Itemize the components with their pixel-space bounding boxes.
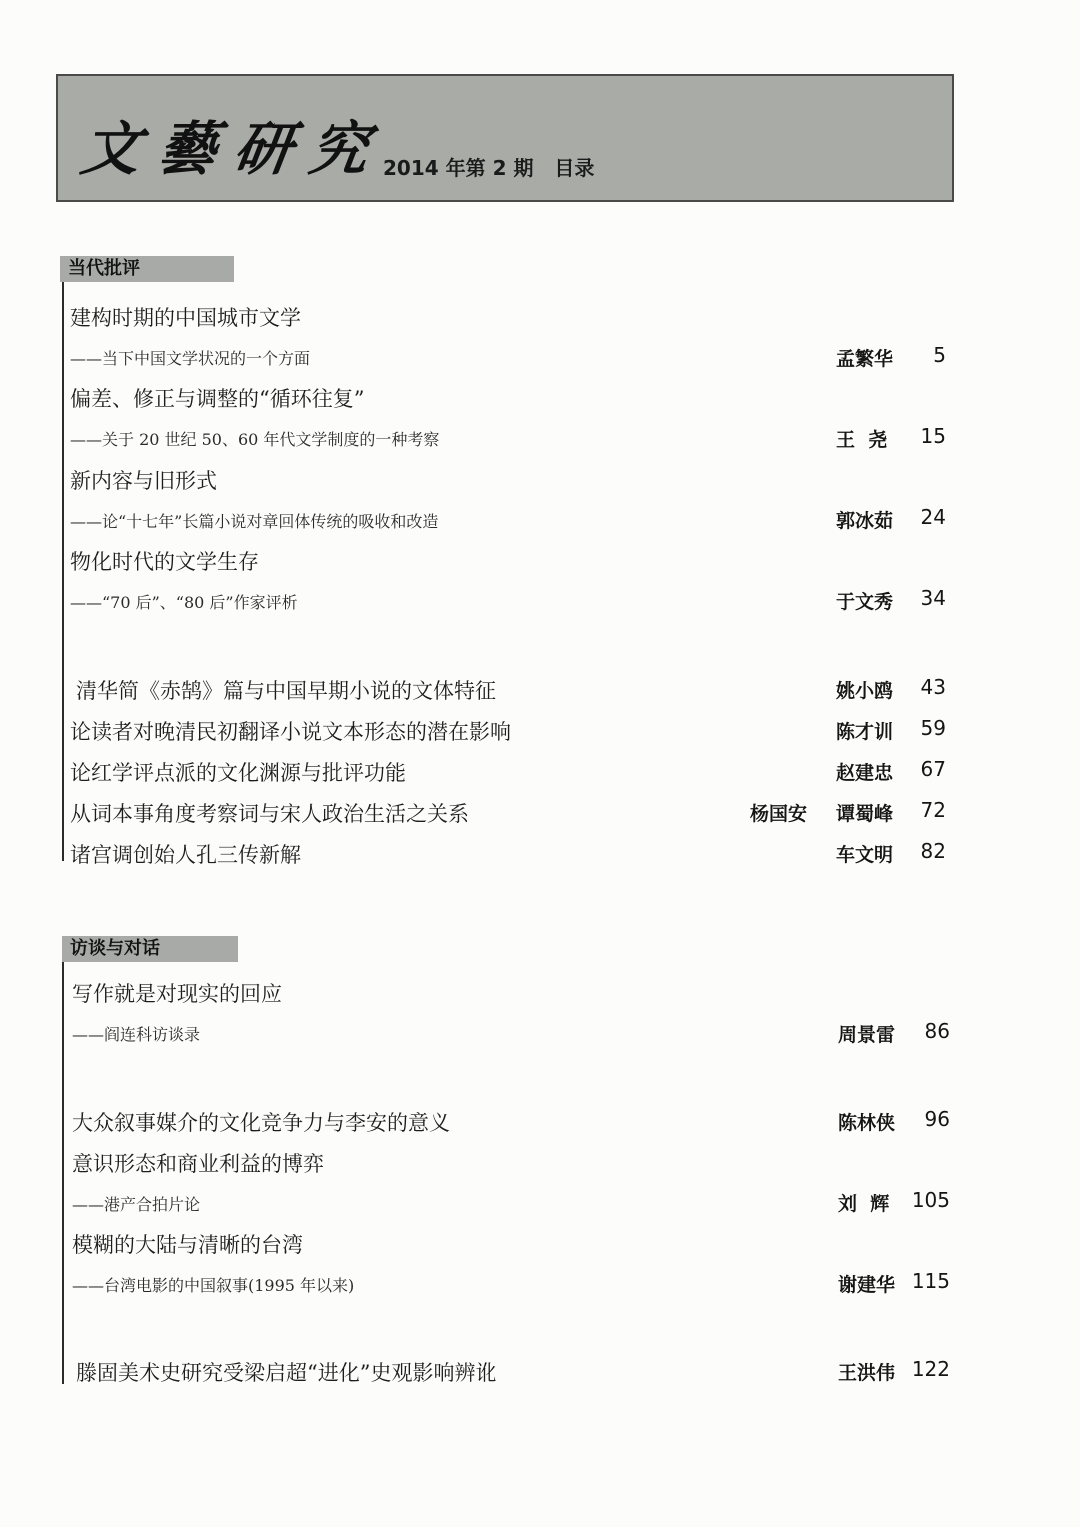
article-title: 滕固美术史研究受梁启超“进化”史观影响辨讹 (76, 1361, 497, 1385)
section-label-contemporary-criticism: 当代批评 (60, 256, 234, 282)
article-title: 清华简《赤鹄》篇与中国早期小说的文体特征 (76, 679, 496, 703)
journal-header (56, 74, 954, 202)
page-number: 72 (920, 798, 946, 822)
article-title: 论红学评点派的文化渊源与批评功能 (70, 761, 406, 785)
page-number: 5 (933, 343, 946, 367)
article-title: 物化时代的文学生存 (70, 550, 259, 574)
page-number: 82 (920, 839, 946, 863)
article-author: 郭冰茹 (836, 510, 894, 532)
page-number: 24 (920, 505, 946, 529)
section-rule (62, 936, 64, 1384)
article-title: 意识形态和商业利益的博弈 (72, 1152, 324, 1176)
article-author: 车文明 (836, 844, 894, 866)
section-label-interviews: 访谈与对话 (62, 936, 238, 962)
article-author: 姚小鸥 (836, 680, 894, 702)
journal-logo: 文藝研究 (77, 115, 391, 183)
article-author: 周景雷 (838, 1024, 896, 1046)
page-number: 105 (911, 1188, 950, 1212)
article-title: 大众叙事媒介的文化竞争力与李安的意义 (72, 1111, 450, 1135)
page-number: 15 (920, 424, 946, 448)
page-number: 96 (924, 1107, 950, 1131)
page-number: 34 (920, 586, 946, 610)
article-title: 诸宫调创始人孔三传新解 (70, 843, 301, 867)
article-title: 模糊的大陆与清晰的台湾 (72, 1233, 303, 1257)
article-author: 刘 辉 (838, 1193, 890, 1215)
article-title: 建构时期的中国城市文学 (70, 306, 301, 330)
article-title: 从词本事角度考察词与宋人政治生活之关系 (70, 802, 469, 826)
article-author: 谭蜀峰 (836, 803, 894, 825)
article-author: 谢建华 (838, 1274, 896, 1296)
page-number: 86 (924, 1019, 950, 1043)
page-number: 59 (920, 716, 946, 740)
article-coauthor: 杨国安 (750, 803, 808, 825)
article-author: 于文秀 (836, 591, 894, 613)
article-subtitle: ——阎连科访谈录 (72, 1025, 201, 1044)
page-number: 122 (911, 1357, 950, 1381)
article-subtitle: ——“70 后”、“80 后”作家评析 (70, 593, 298, 612)
article-title: 写作就是对现实的回应 (72, 982, 282, 1006)
article-author: 陈林侠 (838, 1112, 896, 1134)
article-author: 孟繁华 (836, 348, 894, 370)
issue-title: 2014 年第 2 期 目录 (383, 156, 595, 180)
article-subtitle: ——当下中国文学状况的一个方面 (70, 349, 311, 368)
page-number: 43 (920, 675, 946, 699)
article-title: 论读者对晚清民初翻译小说文本形态的潜在影响 (70, 720, 511, 744)
article-author: 陈才训 (836, 721, 894, 743)
section-rule (62, 256, 64, 861)
article-subtitle: ——关于 20 世纪 50、60 年代文学制度的一种考察 (70, 430, 440, 449)
article-author: 赵建忠 (836, 762, 894, 784)
page-number: 67 (920, 757, 946, 781)
article-title: 新内容与旧形式 (70, 469, 217, 493)
article-title: 偏差、修正与调整的“循环往复” (70, 387, 365, 411)
article-author: 王 尧 (836, 429, 888, 451)
article-subtitle: ——港产合拍片论 (72, 1195, 201, 1214)
article-subtitle: ——台湾电影的中国叙事(1995 年以来) (72, 1276, 355, 1295)
article-author: 王洪伟 (838, 1362, 896, 1384)
article-subtitle: ——论“十七年”长篇小说对章回体传统的吸收和改造 (70, 512, 439, 531)
page-number: 115 (911, 1269, 950, 1293)
